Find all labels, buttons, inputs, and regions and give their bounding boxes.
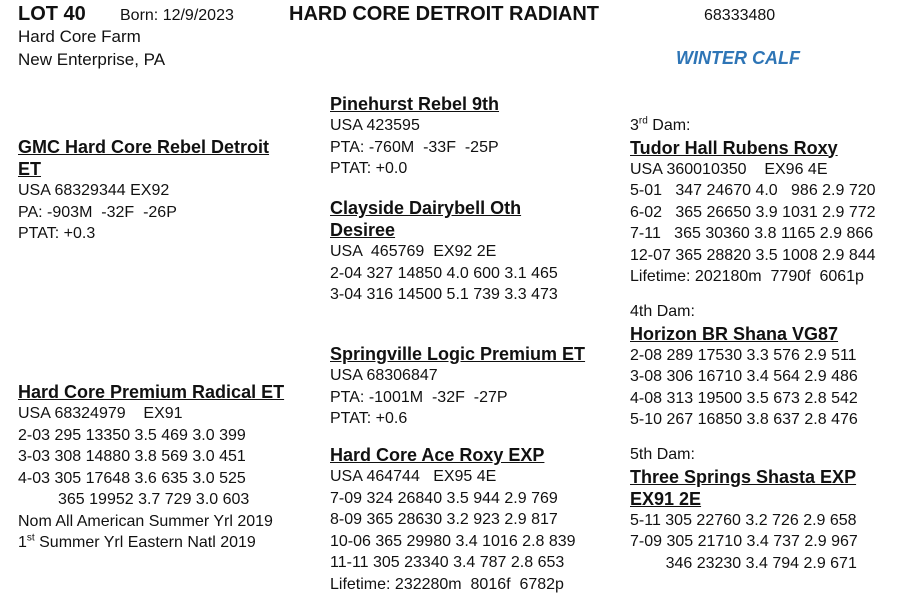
- fourth-dam-label: 4th Dam:: [630, 303, 695, 320]
- dam-sire-block: [330, 343, 585, 430]
- sire-sire-detail: USA 423595: [330, 117, 420, 134]
- award-suffix: st: [26, 532, 35, 544]
- third-dam-block: [630, 115, 876, 288]
- sire-name: GMC Hard Core Rebel Detroit: [18, 137, 270, 157]
- sire-sire-block: [330, 93, 499, 180]
- sire-detail: PA: -903M -32F -26P: [18, 203, 177, 221]
- sire-sire-name: Pinehurst Rebel 9th: [330, 94, 500, 114]
- fourth-dam-block: [630, 301, 858, 431]
- third-dam-detail: Lifetime: 202180m 7790f 6061p: [630, 268, 864, 285]
- dam-detail: USA 68324979 EX91: [18, 405, 183, 422]
- fifth-dam-name: Three Springs Shasta EXP: [630, 466, 857, 487]
- sire-detail: PTAT: +0.3: [18, 225, 96, 242]
- third-dam-detail: USA 360010350 EX96 4E: [630, 160, 828, 178]
- dam-detail: Nom All American Summer Yrl 2019: [18, 512, 273, 530]
- farm-location: New Enterprise, PA: [18, 50, 166, 69]
- dam-dam-detail: 8-09 365 28630 3.2 923 2.9 817: [330, 511, 558, 528]
- sire-block: [18, 136, 269, 245]
- third-dam-detail: 7-11 365 30360 3.8 1165 2.9 866: [630, 225, 874, 242]
- sire-sire-detail: PTAT: +0.0: [330, 160, 408, 177]
- lot-number: LOT 40: [18, 3, 86, 25]
- sire-dam-block: [330, 197, 558, 306]
- registration-number: 68333480: [704, 7, 776, 24]
- sire-detail: USA 68329344 EX92: [18, 182, 170, 199]
- sire-dam-name: Clayside Dairybell Oth: [330, 198, 522, 218]
- fifth-dam-block: [630, 444, 858, 574]
- fifth-dam-detail: 7-09 305 21710 3.4 737 2.9 967: [630, 533, 858, 550]
- dam-dam-name: Hard Core Ace Roxy EXP: [330, 445, 545, 465]
- fourth-dam-detail: 4-08 313 19500 3.5 673 2.8 542: [630, 389, 858, 407]
- third-dam-detail: 5-01 347 24670 4.0 986 2.9 720: [630, 182, 876, 199]
- dam-detail: 365 19952 3.7 729 3.0 603: [18, 491, 250, 508]
- sire-dam-name-line2: Desiree: [330, 220, 396, 240]
- fourth-dam-detail: 2-08 289 17530 3.3 576 2.9 511: [630, 346, 857, 364]
- award-number: 1: [18, 534, 27, 551]
- fifth-dam-name-line2: EX91 2E: [630, 488, 702, 509]
- sire-dam-detail: USA 465769 EX92 2E: [330, 243, 497, 260]
- dam-detail: 4-03 305 17648 3.6 635 3.0 525: [18, 469, 246, 487]
- farm-name: Hard Core Farm: [18, 27, 141, 46]
- animal-name: HARD CORE DETROIT RADIANT: [289, 3, 599, 25]
- birth-date: Born: 12/9/2023: [120, 7, 234, 24]
- third-dam-label-suffix: rd: [638, 115, 648, 127]
- dam-sire-detail: PTA: -1001M -32F -27P: [330, 388, 508, 406]
- dam-sire-detail: USA 68306847: [330, 367, 438, 384]
- third-dam-label-num: 3: [630, 117, 639, 134]
- dam-dam-detail: 10-06 365 29980 3.4 1016 2.8 839: [330, 532, 576, 550]
- dam-dam-detail: 7-09 324 26840 3.5 944 2.9 769: [330, 489, 558, 507]
- fourth-dam-detail: 5-10 267 16850 3.8 637 2.8 476: [630, 411, 858, 428]
- dam-detail: 3-03 308 14880 3.8 569 3.0 451: [18, 448, 246, 465]
- dam-sire-name: Springville Logic Premium ET: [330, 344, 586, 364]
- sire-name-suffix: ET: [18, 159, 42, 179]
- fourth-dam-detail: 3-08 306 16710 3.4 564 2.9 486: [630, 368, 858, 385]
- sire-dam-detail: 2-04 327 14850 4.0 600 3.1 465: [330, 264, 558, 282]
- fifth-dam-label: 5th Dam:: [630, 446, 695, 463]
- dam-sire-detail: PTAT: +0.6: [330, 410, 408, 427]
- third-dam-detail: 12-07 365 28820 3.5 1008 2.9 844: [630, 246, 876, 264]
- dam-dam-detail: Lifetime: 232280m 8016f 6782p: [330, 575, 564, 593]
- dam-block: [18, 381, 284, 554]
- third-dam-label: [630, 115, 876, 137]
- fourth-dam-name: Horizon BR Shana VG87: [630, 323, 839, 344]
- fifth-dam-detail: 5-11 305 22760 3.2 726 2.9 658: [630, 511, 857, 529]
- fifth-dam-detail: 346 23230 3.4 794 2.9 671: [630, 554, 857, 572]
- dam-detail: 2-03 295 13350 3.5 469 3.0 399: [18, 426, 246, 444]
- dam-dam-detail: 11-11 305 23340 3.4 787 2.8 653: [330, 554, 565, 571]
- dam-award: [18, 532, 284, 554]
- third-dam-name: Tudor Hall Rubens Roxy: [630, 137, 838, 158]
- dam-dam-detail: USA 464744 EX95 4E: [330, 468, 497, 485]
- third-dam-label-text: Dam:: [647, 117, 691, 134]
- dam-dam-block: [330, 444, 576, 595]
- sire-dam-detail: 3-04 316 14500 5.1 739 3.3 473: [330, 286, 558, 303]
- class-label: WINTER CALF: [676, 48, 800, 68]
- third-dam-detail: 6-02 365 26650 3.9 1031 2.9 772: [630, 203, 876, 221]
- dam-name: Hard Core Premium Radical ET: [18, 382, 285, 402]
- sire-sire-detail: PTA: -760M -33F -25P: [330, 138, 499, 156]
- award-text: Summer Yrl Eastern Natl 2019: [34, 534, 256, 551]
